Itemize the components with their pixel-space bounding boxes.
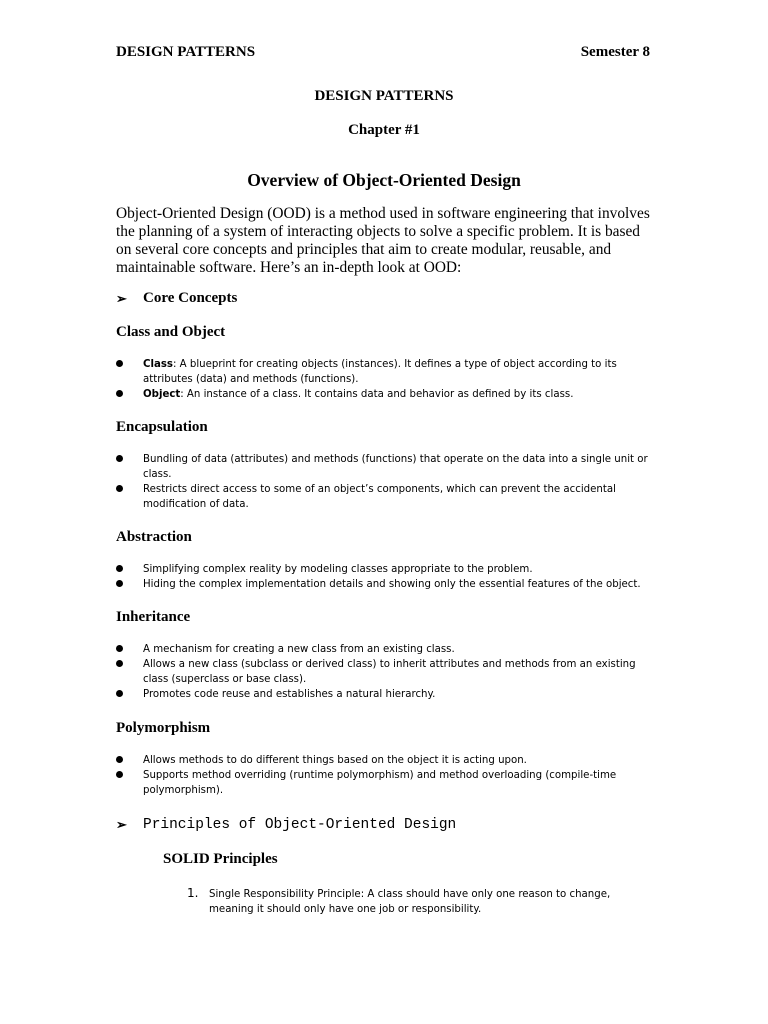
bullet-icon [116,771,123,778]
page-header [116,44,650,61]
list-item-text: Supports method overriding (runtime polymorphism) and method overloading (compile-time polymorphism). [143,770,617,796]
list-item [116,687,661,702]
section-title-polymorphism: Polymorphism [116,720,211,736]
term-class: Class [143,359,173,370]
core-concepts-heading [116,290,237,307]
polymorphism-list [116,753,661,798]
list-item-text: Hiding the complex implementation details and showing only the essential features of the object. [143,579,641,590]
list-item [116,387,661,402]
list-item-text: Single Responsibility Principle: A class should have only one reason to change, meaning it should only have one job or responsibility. [209,889,611,915]
bullet-icon [116,455,123,462]
list-item [116,768,661,798]
list-item-text: Promotes code reuse and establishes a natural hierarchy. [143,689,436,700]
abstraction-list [116,562,661,592]
definition-object: : An instance of a class. It contains data and behavior as defined by its class. [180,389,574,400]
section-title-class-object: Class and Object [116,324,226,340]
list-item-text: Restricts direct access to some of an object’s components, which can prevent the accidental modification of data. [143,484,616,510]
list-item-text: Allows methods to do different things based on the object it is acting upon. [143,755,527,766]
list-item [116,577,661,592]
section-title-inheritance: Inheritance [116,609,191,625]
list-item [116,562,661,577]
bullet-icon [116,360,123,367]
term-object: Object [143,389,181,400]
chapter-heading: Overview of Object-Oriented Design [247,170,521,190]
arrow-bullet-icon: ➢ [116,290,127,306]
header-left: DESIGN PATTERNS [116,44,256,60]
section-title-abstraction: Abstraction [116,529,192,545]
principles-heading [116,817,456,833]
chapter-label: Chapter #1 [348,122,420,138]
definition-class: : A blueprint for creating objects (instances). It defines a type of object according to its attributes (data) and methods (functions). [143,359,617,385]
bullet-icon [116,485,123,492]
list-item [116,642,661,657]
section-title-encapsulation: Encapsulation [116,419,208,435]
document-title: DESIGN PATTERNS [314,88,454,104]
list-item-text: Simplifying complex reality by modeling classes appropriate to the problem. [143,564,533,575]
bullet-icon [116,690,123,697]
bullet-icon [116,390,123,397]
list-item [116,482,661,512]
list-item-text: A mechanism for creating a new class from an existing class. [143,644,455,655]
intro-paragraph: Object-Oriented Design (OOD) is a method used in software engineering that involves the planning of a system of interacting objects to solve a specific problem. It is based on several core concepts and principles that aim to create modular, reusable, and maintainable software. Here’s an in-depth look at OOD: [116,205,650,276]
list-item [116,452,661,482]
arrow-bullet-icon: ➢ [116,817,127,832]
list-item-text: Bundling of data (attributes) and methods (functions) that operate on the data into a single unit or class. [143,454,648,480]
bullet-icon [116,645,123,652]
bullet-icon [116,660,123,667]
list-item [116,657,661,687]
class-object-list [116,357,661,402]
bullet-icon [116,565,123,572]
header-right: Semester 8 [580,44,650,60]
list-item [116,753,661,768]
encapsulation-list [116,452,661,512]
bullet-icon [116,580,123,587]
principles-label: Principles of Object-Oriented Design [143,817,457,833]
solid-principles-title: SOLID Principles [163,851,278,867]
list-item [187,887,647,917]
list-number: 1. [187,886,199,900]
list-item [116,357,661,387]
list-item-text: Allows a new class (subclass or derived class) to inherit attributes and methods from an existing class (superclass or base class). [143,659,636,685]
bullet-icon [116,756,123,763]
inheritance-list [116,642,661,702]
core-concepts-label: Core Concepts [143,290,238,306]
solid-principles-list [187,887,647,917]
